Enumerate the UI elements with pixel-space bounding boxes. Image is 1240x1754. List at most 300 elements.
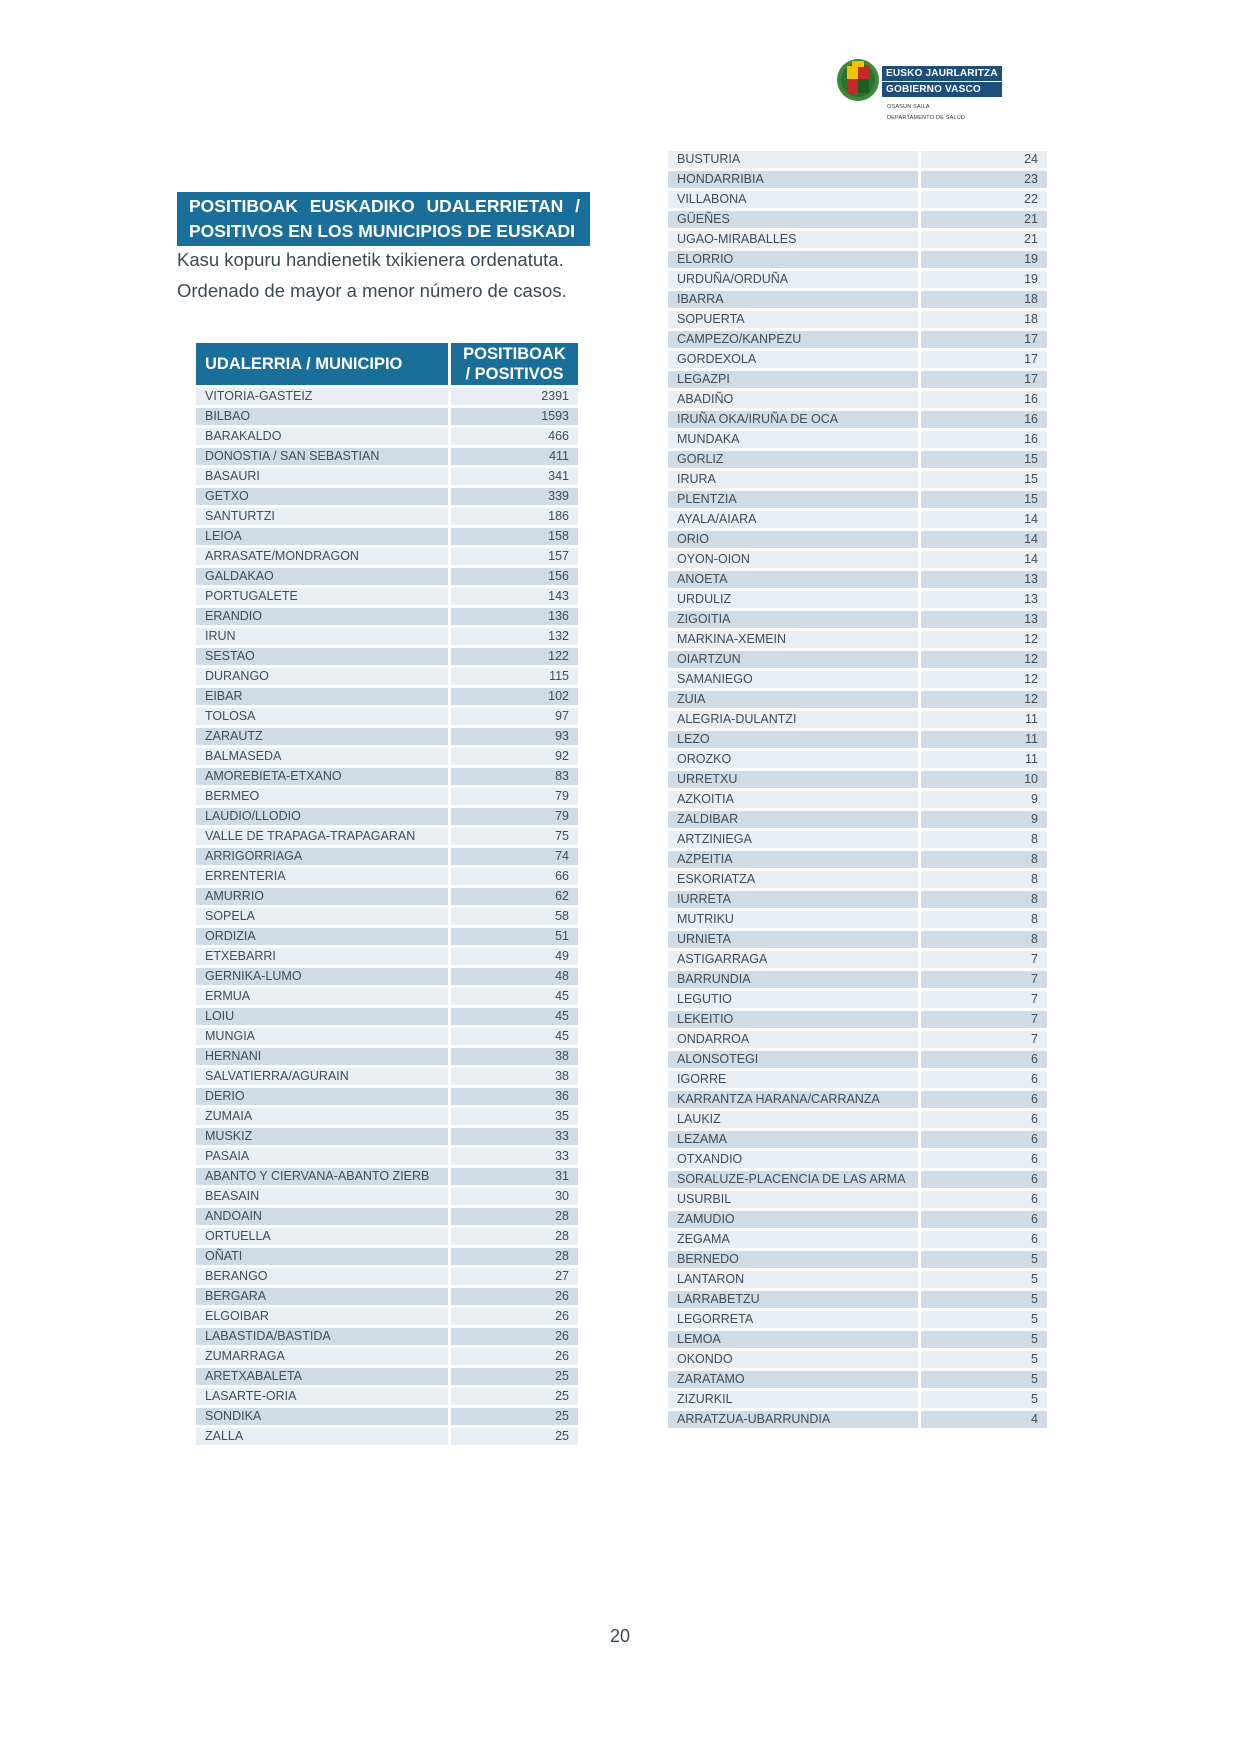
table-row xyxy=(668,731,1047,748)
table-row xyxy=(196,1148,578,1165)
table-row xyxy=(668,1131,1047,1148)
table-row xyxy=(196,548,578,565)
table-row xyxy=(668,771,1047,788)
municipality-name: EIBAR xyxy=(196,688,448,705)
positive-count: 30 xyxy=(451,1188,578,1205)
municipality-name: BASAURI xyxy=(196,468,448,485)
positive-count: 22 xyxy=(921,191,1047,208)
positive-count: 5 xyxy=(921,1251,1047,1268)
municipality-name: VILLABONA xyxy=(668,191,918,208)
table-row xyxy=(668,871,1047,888)
municipality-name: MUTRIKU xyxy=(668,911,918,928)
municipality-name: LEGAZPI xyxy=(668,371,918,388)
positive-count: 8 xyxy=(921,931,1047,948)
table-row xyxy=(668,911,1047,928)
positive-count: 143 xyxy=(451,588,578,605)
table-row xyxy=(668,631,1047,648)
table-row xyxy=(668,1171,1047,1188)
logo-eusko-jaurlaritza: EUSKO JAURLARITZA xyxy=(882,66,1002,81)
municipality-name: ABADIÑO xyxy=(668,391,918,408)
municipality-name: ERRENTERIA xyxy=(196,868,448,885)
table-row xyxy=(196,1408,578,1425)
table-row xyxy=(196,448,578,465)
table-row xyxy=(668,651,1047,668)
municipality-name: BARRUNDIA xyxy=(668,971,918,988)
table-row xyxy=(196,1048,578,1065)
municipality-name: AYALA/AIARA xyxy=(668,511,918,528)
municipality-name: USURBIL xyxy=(668,1191,918,1208)
positive-count: 8 xyxy=(921,871,1047,888)
municipality-name: SALVATIERRA/AGURAIN xyxy=(196,1068,448,1085)
table-row xyxy=(196,808,578,825)
municipality-name: BILBAO xyxy=(196,408,448,425)
positive-count: 8 xyxy=(921,831,1047,848)
table-row xyxy=(668,1311,1047,1328)
table-row xyxy=(668,751,1047,768)
positive-count: 17 xyxy=(921,371,1047,388)
table-body-left xyxy=(196,388,578,1445)
positive-count: 6 xyxy=(921,1171,1047,1188)
positive-count: 26 xyxy=(451,1288,578,1305)
header-positivos-line2: / POSITIVOS xyxy=(465,365,564,383)
municipality-name: ELGOIBAR xyxy=(196,1308,448,1325)
municipality-name: BERANGO xyxy=(196,1268,448,1285)
table-row xyxy=(196,1008,578,1025)
table-row xyxy=(196,1228,578,1245)
table-row xyxy=(668,811,1047,828)
positive-count: 18 xyxy=(921,311,1047,328)
municipality-name: KARRANTZA HARANA/CARRANZA xyxy=(668,1091,918,1108)
positive-count: 186 xyxy=(451,508,578,525)
positive-count: 12 xyxy=(921,671,1047,688)
positive-count: 33 xyxy=(451,1148,578,1165)
municipality-name: ORTUELLA xyxy=(196,1228,448,1245)
municipality-name: URDULIZ xyxy=(668,591,918,608)
table-row xyxy=(668,271,1047,288)
table-row xyxy=(196,388,578,405)
table-row xyxy=(196,468,578,485)
positive-count: 7 xyxy=(921,991,1047,1008)
positive-count: 83 xyxy=(451,768,578,785)
table-row xyxy=(196,1128,578,1145)
municipality-name: ELORRIO xyxy=(668,251,918,268)
table-row xyxy=(196,1308,578,1325)
table-row xyxy=(668,891,1047,908)
positive-count: 11 xyxy=(921,731,1047,748)
municipality-name: PORTUGALETE xyxy=(196,588,448,605)
municipality-name: GERNIKA-LUMO xyxy=(196,968,448,985)
table-row xyxy=(196,1068,578,1085)
positive-count: 6 xyxy=(921,1071,1047,1088)
table-row xyxy=(196,1348,578,1365)
municipality-name: ZALLA xyxy=(196,1428,448,1445)
municipality-name: SANTURTZI xyxy=(196,508,448,525)
table-row xyxy=(668,191,1047,208)
table-row xyxy=(668,211,1047,228)
table-row xyxy=(196,988,578,1005)
positive-count: 341 xyxy=(451,468,578,485)
table-row xyxy=(668,1371,1047,1388)
table-row xyxy=(196,1108,578,1125)
table-row xyxy=(196,688,578,705)
municipality-name: BERNEDO xyxy=(668,1251,918,1268)
positive-count: 35 xyxy=(451,1108,578,1125)
table-row xyxy=(196,948,578,965)
table-row xyxy=(668,451,1047,468)
municipality-name: IRUÑA OKA/IRUÑA DE OCA xyxy=(668,411,918,428)
positive-count: 62 xyxy=(451,888,578,905)
municipios-table-right xyxy=(665,148,1050,1431)
positive-count: 8 xyxy=(921,911,1047,928)
table-row xyxy=(196,908,578,925)
positive-count: 6 xyxy=(921,1091,1047,1108)
table-row xyxy=(196,588,578,605)
positive-count: 17 xyxy=(921,331,1047,348)
municipality-name: LOIU xyxy=(196,1008,448,1025)
municipality-name: ARRATZUA-UBARRUNDIA xyxy=(668,1411,918,1428)
municipality-name: SONDIKA xyxy=(196,1408,448,1425)
positive-count: 132 xyxy=(451,628,578,645)
positive-count: 12 xyxy=(921,651,1047,668)
table-row xyxy=(668,711,1047,728)
positive-count: 115 xyxy=(451,668,578,685)
positive-count: 26 xyxy=(451,1308,578,1325)
table-row xyxy=(196,408,578,425)
table-row xyxy=(668,531,1047,548)
positive-count: 26 xyxy=(451,1348,578,1365)
municipality-name: BALMASEDA xyxy=(196,748,448,765)
positive-count: 45 xyxy=(451,1028,578,1045)
positive-count: 75 xyxy=(451,828,578,845)
positive-count: 6 xyxy=(921,1231,1047,1248)
municipality-name: LAUDIO/LLODIO xyxy=(196,808,448,825)
positive-count: 97 xyxy=(451,708,578,725)
header-municipio: UDALERRIA / MUNICIPIO xyxy=(196,343,448,385)
table-row xyxy=(668,1271,1047,1288)
municipality-name: MUNDAKA xyxy=(668,431,918,448)
municipality-name: HONDARRIBIA xyxy=(668,171,918,188)
positive-count: 5 xyxy=(921,1391,1047,1408)
positive-count: 21 xyxy=(921,211,1047,228)
positive-count: 66 xyxy=(451,868,578,885)
municipality-name: VALLE DE TRAPAGA-TRAPAGARAN xyxy=(196,828,448,845)
positive-count: 6 xyxy=(921,1151,1047,1168)
municipality-name: MUSKIZ xyxy=(196,1128,448,1145)
table-row xyxy=(196,728,578,745)
positive-count: 6 xyxy=(921,1131,1047,1148)
table-row xyxy=(196,828,578,845)
municipality-name: PASAIA xyxy=(196,1148,448,1165)
municipality-name: ZIGOITIA xyxy=(668,611,918,628)
positive-count: 6 xyxy=(921,1211,1047,1228)
title-word: EUSKADIKO xyxy=(309,196,415,216)
table-row xyxy=(668,1411,1047,1428)
positive-count: 1593 xyxy=(451,408,578,425)
table-row xyxy=(668,1331,1047,1348)
municipios-table-left xyxy=(193,340,581,1448)
table-row xyxy=(668,851,1047,868)
municipality-name: IURRETA xyxy=(668,891,918,908)
municipality-name: PLENTZIA xyxy=(668,491,918,508)
table-row xyxy=(668,471,1047,488)
table-row xyxy=(196,1168,578,1185)
table-row xyxy=(196,1088,578,1105)
positive-count: 14 xyxy=(921,511,1047,528)
table-row xyxy=(196,428,578,445)
table-row xyxy=(196,888,578,905)
municipality-name: TOLOSA xyxy=(196,708,448,725)
table-row xyxy=(668,1111,1047,1128)
positive-count: 25 xyxy=(451,1388,578,1405)
municipality-name: ERANDIO xyxy=(196,608,448,625)
municipality-name: ORDIZIA xyxy=(196,928,448,945)
municipality-name: BEASAIN xyxy=(196,1188,448,1205)
positive-count: 16 xyxy=(921,431,1047,448)
positive-count: 9 xyxy=(921,791,1047,808)
positive-count: 7 xyxy=(921,1011,1047,1028)
municipality-name: GALDAKAO xyxy=(196,568,448,585)
positive-count: 45 xyxy=(451,988,578,1005)
positive-count: 13 xyxy=(921,571,1047,588)
table-row xyxy=(196,1288,578,1305)
municipality-name: ESKORIATZA xyxy=(668,871,918,888)
municipality-name: GORDEXOLA xyxy=(668,351,918,368)
table-row xyxy=(196,788,578,805)
municipality-name: AMURRIO xyxy=(196,888,448,905)
positive-count: 6 xyxy=(921,1191,1047,1208)
municipality-name: ARETXABALETA xyxy=(196,1368,448,1385)
table-row xyxy=(196,568,578,585)
table-row xyxy=(196,1248,578,1265)
table-row xyxy=(668,1031,1047,1048)
table-row xyxy=(196,1388,578,1405)
municipality-name: ZARATAMO xyxy=(668,1371,918,1388)
table-row xyxy=(668,691,1047,708)
table-row xyxy=(196,968,578,985)
table-row xyxy=(668,1051,1047,1068)
positive-count: 38 xyxy=(451,1068,578,1085)
municipality-name: GETXO xyxy=(196,488,448,505)
municipality-name: DERIO xyxy=(196,1088,448,1105)
table-row xyxy=(668,1011,1047,1028)
municipality-name: MARKINA-XEMEIN xyxy=(668,631,918,648)
table-row xyxy=(668,931,1047,948)
municipality-name: ALONSOTEGI xyxy=(668,1051,918,1068)
table-row xyxy=(196,848,578,865)
positive-count: 24 xyxy=(921,151,1047,168)
positive-count: 6 xyxy=(921,1051,1047,1068)
positive-count: 13 xyxy=(921,591,1047,608)
positive-count: 6 xyxy=(921,1111,1047,1128)
table-row xyxy=(668,551,1047,568)
logo-osasun-saila: OSASUN SAILA xyxy=(887,104,930,110)
positive-count: 411 xyxy=(451,448,578,465)
municipality-name: ZUIA xyxy=(668,691,918,708)
positive-count: 7 xyxy=(921,1031,1047,1048)
positive-count: 157 xyxy=(451,548,578,565)
table-row xyxy=(668,511,1047,528)
positive-count: 28 xyxy=(451,1228,578,1245)
municipality-name: IGORRE xyxy=(668,1071,918,1088)
positive-count: 339 xyxy=(451,488,578,505)
municipality-name: BERMEO xyxy=(196,788,448,805)
positive-count: 158 xyxy=(451,528,578,545)
positive-count: 36 xyxy=(451,1088,578,1105)
municipality-name: VITORIA-GASTEIZ xyxy=(196,388,448,405)
municipality-name: IRURA xyxy=(668,471,918,488)
table-row xyxy=(196,508,578,525)
positive-count: 28 xyxy=(451,1208,578,1225)
positive-count: 17 xyxy=(921,351,1047,368)
header-positivos-line1: POSITIBOAK xyxy=(463,345,566,363)
municipality-name: GORLIZ xyxy=(668,451,918,468)
section-title xyxy=(177,192,590,246)
positive-count: 13 xyxy=(921,611,1047,628)
table-row xyxy=(668,431,1047,448)
section-title-line1 xyxy=(189,194,580,219)
table-row xyxy=(668,351,1047,368)
municipality-name: ARRASATE/MONDRAGON xyxy=(196,548,448,565)
positive-count: 10 xyxy=(921,771,1047,788)
table-row xyxy=(196,648,578,665)
table-row xyxy=(668,391,1047,408)
table-row xyxy=(668,151,1047,168)
municipality-name: ALEGRIA-DULANTZI xyxy=(668,711,918,728)
positive-count: 27 xyxy=(451,1268,578,1285)
table-row xyxy=(668,251,1047,268)
table-header-row xyxy=(196,343,578,385)
positive-count: 122 xyxy=(451,648,578,665)
table-row xyxy=(668,1191,1047,1208)
positive-count: 12 xyxy=(921,691,1047,708)
municipality-name: LEIOA xyxy=(196,528,448,545)
positive-count: 14 xyxy=(921,551,1047,568)
positive-count: 49 xyxy=(451,948,578,965)
positive-count: 25 xyxy=(451,1428,578,1445)
positive-count: 18 xyxy=(921,291,1047,308)
municipality-name: UGAO-MIRABALLES xyxy=(668,231,918,248)
municipality-name: SAMANIEGO xyxy=(668,671,918,688)
municipality-name: SOPELA xyxy=(196,908,448,925)
positive-count: 16 xyxy=(921,411,1047,428)
positive-count: 45 xyxy=(451,1008,578,1025)
table-row xyxy=(196,1328,578,1345)
municipality-name: ARTZINIEGA xyxy=(668,831,918,848)
table-row xyxy=(668,231,1047,248)
positive-count: 15 xyxy=(921,491,1047,508)
municipality-name: URRETXU xyxy=(668,771,918,788)
municipality-name: LEMOA xyxy=(668,1331,918,1348)
table-row xyxy=(668,831,1047,848)
table-row xyxy=(196,748,578,765)
table-row xyxy=(668,1291,1047,1308)
municipality-name: LEGORRETA xyxy=(668,1311,918,1328)
positive-count: 79 xyxy=(451,808,578,825)
positive-count: 48 xyxy=(451,968,578,985)
positive-count: 15 xyxy=(921,471,1047,488)
table-row xyxy=(668,291,1047,308)
logo-departamento-salud: DEPARTAMENTO DE SALUD xyxy=(887,115,966,121)
municipality-name: SORALUZE-PLACENCIA DE LAS ARMA xyxy=(668,1171,918,1188)
municipality-name: ZUMAIA xyxy=(196,1108,448,1125)
table-row xyxy=(668,1391,1047,1408)
positive-count: 4 xyxy=(921,1411,1047,1428)
table-row xyxy=(196,708,578,725)
municipality-name: ANOETA xyxy=(668,571,918,588)
positive-count: 7 xyxy=(921,971,1047,988)
table-row xyxy=(668,331,1047,348)
positive-count: 8 xyxy=(921,851,1047,868)
positive-count: 11 xyxy=(921,711,1047,728)
table-row xyxy=(196,1208,578,1225)
municipality-name: ZALDIBAR xyxy=(668,811,918,828)
municipality-name: OIARTZUN xyxy=(668,651,918,668)
table-row xyxy=(196,1028,578,1045)
municipality-name: LEZO xyxy=(668,731,918,748)
municipality-name: BARAKALDO xyxy=(196,428,448,445)
logo-gobierno-vasco: GOBIERNO VASCO xyxy=(882,82,1002,97)
table-row xyxy=(668,951,1047,968)
table-row xyxy=(668,411,1047,428)
table-row xyxy=(668,671,1047,688)
table-row xyxy=(196,928,578,945)
positive-count: 21 xyxy=(921,231,1047,248)
table-row xyxy=(668,1071,1047,1088)
municipality-name: LEGUTIO xyxy=(668,991,918,1008)
municipality-name: AZPEITIA xyxy=(668,851,918,868)
table-row xyxy=(668,591,1047,608)
positive-count: 58 xyxy=(451,908,578,925)
table-row xyxy=(196,1428,578,1445)
table-row xyxy=(668,491,1047,508)
municipality-name: LANTARON xyxy=(668,1271,918,1288)
municipality-name: ABANTO Y CIERVANA-ABANTO ZIERB xyxy=(196,1168,448,1185)
municipality-name: BERGARA xyxy=(196,1288,448,1305)
municipality-name: SESTAO xyxy=(196,648,448,665)
table-row xyxy=(668,991,1047,1008)
table-row xyxy=(196,1188,578,1205)
positive-count: 38 xyxy=(451,1048,578,1065)
municipality-name: LABASTIDA/BASTIDA xyxy=(196,1328,448,1345)
municipality-name: LASARTE-ORIA xyxy=(196,1388,448,1405)
positive-count: 19 xyxy=(921,271,1047,288)
table-row xyxy=(668,791,1047,808)
municipality-name: OYON-OION xyxy=(668,551,918,568)
positive-count: 8 xyxy=(921,891,1047,908)
table-row xyxy=(196,868,578,885)
positive-count: 74 xyxy=(451,848,578,865)
table-row xyxy=(196,488,578,505)
title-word: UDALERRIETAN xyxy=(426,196,564,216)
table-row xyxy=(668,1251,1047,1268)
municipality-name: ASTIGARRAGA xyxy=(668,951,918,968)
positive-count: 33 xyxy=(451,1128,578,1145)
municipality-name: ZAMUDIO xyxy=(668,1211,918,1228)
positive-count: 136 xyxy=(451,608,578,625)
municipality-name: OKONDO xyxy=(668,1351,918,1368)
title-word: POSITIBOAK xyxy=(189,196,298,216)
positive-count: 28 xyxy=(451,1248,578,1265)
positive-count: 466 xyxy=(451,428,578,445)
table-body-right xyxy=(668,151,1047,1428)
table-row xyxy=(668,311,1047,328)
municipality-name: URDUÑA/ORDUÑA xyxy=(668,271,918,288)
municipality-name: IBARRA xyxy=(668,291,918,308)
municipality-name: MUNGIA xyxy=(196,1028,448,1045)
positive-count: 156 xyxy=(451,568,578,585)
municipality-name: IRUN xyxy=(196,628,448,645)
municipality-name: ZEGAMA xyxy=(668,1231,918,1248)
